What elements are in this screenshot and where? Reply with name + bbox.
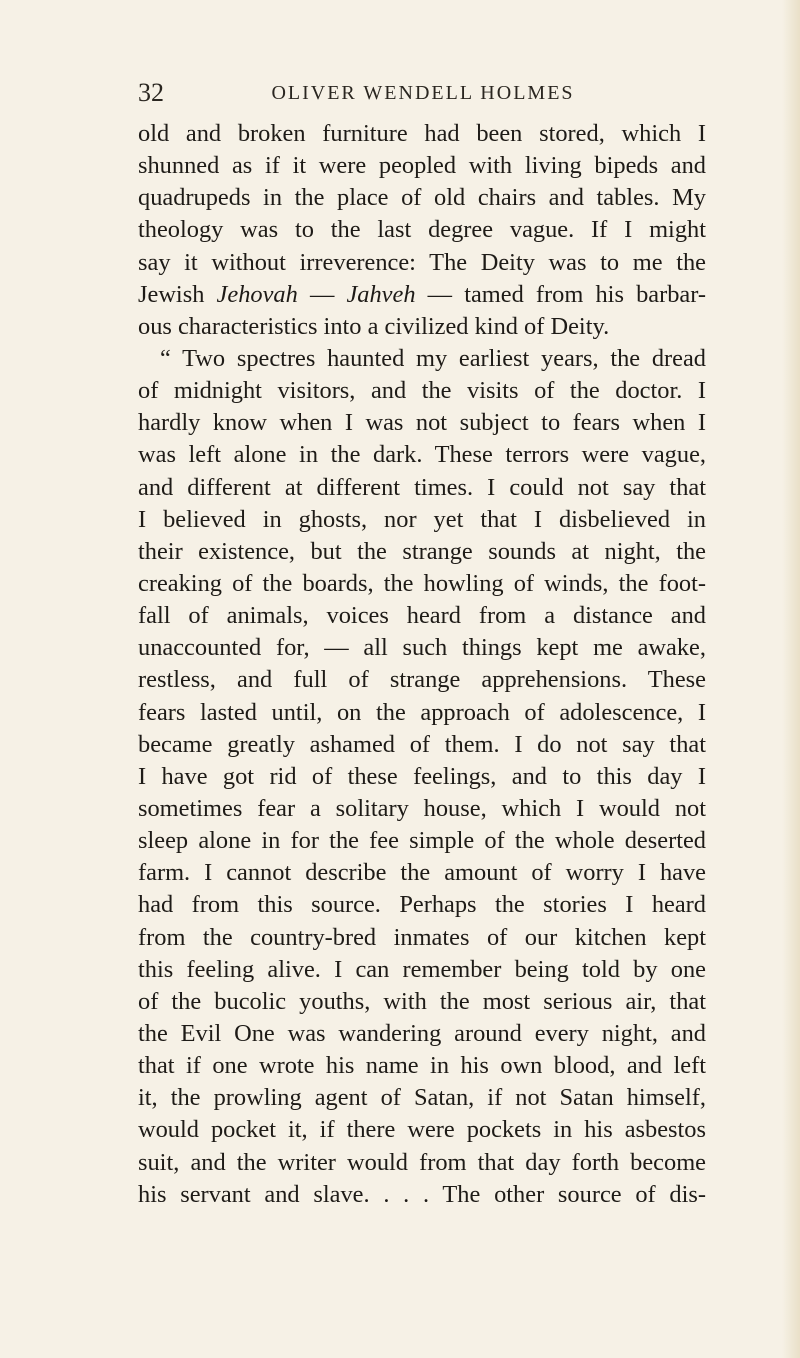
text-line-mixed: Jewish Jehovah — Jahveh — tamed from his barbar- xyxy=(138,280,706,308)
text-line: farm. I cannot describe the amount of worry I have xyxy=(138,859,706,887)
italic-word: Jahveh xyxy=(346,280,416,308)
text-line: sleep alone in for the fee simple of the whole deserted xyxy=(138,827,706,855)
text-line: suit, and the writer would from that day forth become xyxy=(138,1148,706,1176)
text-line: I have got rid of these feelings, and to this day I xyxy=(138,762,706,790)
text-line: his servant and slave. . . . The other source of dis- xyxy=(138,1180,706,1208)
text-line: fears lasted until, on the approach of adolescence, I xyxy=(138,698,706,726)
text-line: fall of animals, voices heard from a distance and xyxy=(138,602,706,630)
text-line: shunned as if it were peopled with living bipeds and xyxy=(138,152,706,180)
page-edge-shadow xyxy=(782,0,800,1358)
text-segment: tamed from his barbar- xyxy=(464,280,706,308)
running-head xyxy=(138,76,708,110)
text-line: hardly know when I was not subject to fears when I xyxy=(138,409,706,437)
text-line: say it without irreverence: The Deity was to me the xyxy=(138,248,706,276)
text-line: old and broken furniture had been stored, which I xyxy=(138,120,706,147)
text-line: restless, and full of strange apprehensions. These xyxy=(138,666,706,694)
text-line: and different at different times. I could not say that xyxy=(138,473,706,501)
text-line: was left alone in the dark. These terrors were vague, xyxy=(138,441,706,469)
text-line: theology was to the last degree vague. If I might xyxy=(138,216,706,244)
text-line: the Evil One was wandering around every night, and xyxy=(138,1019,706,1047)
text-line: would pocket it, if there were pockets in his asbestos xyxy=(138,1116,706,1144)
text-line: quadrupeds in the place of old chairs and tables. My xyxy=(138,184,706,212)
text-line: of the bucolic youths, with the most serious air, that xyxy=(138,987,706,1015)
text-line: I believed in ghosts, nor yet that I disbelieved in xyxy=(138,505,706,533)
text-line: “ Two spectres haunted my earliest years, the dread xyxy=(160,344,706,372)
text-line: this feeling alive. I can remember being told by one xyxy=(138,955,706,983)
text-line: had from this source. Perhaps the stories I heard xyxy=(138,891,706,919)
text-line: of midnight visitors, and the visits of the doctor. I xyxy=(138,377,706,405)
text-line: that if one wrote his name in his own blood, and left xyxy=(138,1052,706,1080)
page-number: 32 xyxy=(138,78,164,107)
text-line: sometimes fear a solitary house, which I would not xyxy=(138,794,706,822)
text-line: creaking of the boards, the howling of winds, the foot- xyxy=(138,569,706,597)
text-line: unaccounted for, — all such things kept me awake, xyxy=(138,634,706,662)
text-line: it, the prowling agent of Satan, if not Satan himself, xyxy=(138,1084,706,1112)
italic-word: Jehovah xyxy=(216,280,298,308)
text-line: ous characteristics into a civilized kind of Deity. xyxy=(138,312,610,340)
text-segment: Jewish xyxy=(138,280,205,308)
text-line: from the country-bred inmates of our kitchen kept xyxy=(138,923,706,951)
running-title: OLIVER WENDELL HOLMES xyxy=(271,82,575,104)
text-line: became greatly ashamed of them. I do not say that xyxy=(138,730,706,758)
text-line: their existence, but the strange sounds at night, the xyxy=(138,537,706,565)
body-text xyxy=(138,118,706,1211)
